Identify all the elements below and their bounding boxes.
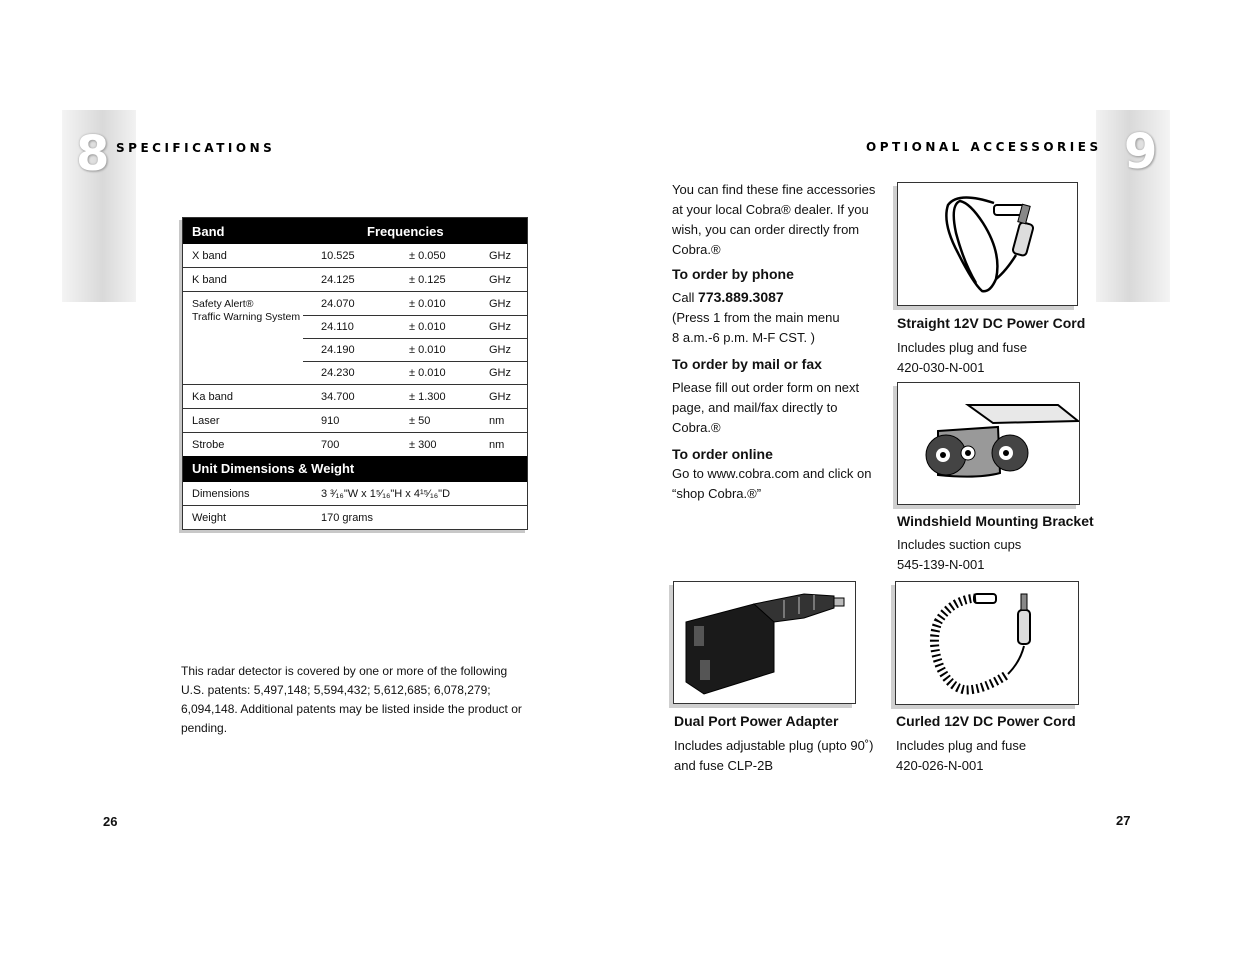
weight-value: 170 grams	[321, 512, 373, 524]
unit-cell: GHz	[489, 298, 511, 310]
dimensions-header-label: Unit Dimensions & Weight	[192, 461, 355, 476]
tolerance-cell: ± 1.300	[409, 391, 446, 403]
freq-cell: 10.525	[321, 250, 355, 262]
tolerance-cell: ± 0.125	[409, 274, 446, 286]
accessory-desc	[897, 535, 1021, 575]
phone-number: 773.889.3087	[698, 289, 784, 305]
unit-cell: GHz	[489, 321, 511, 333]
accessory-part-number: 420-026-N-001	[896, 758, 984, 773]
table-row	[183, 408, 527, 432]
freq-cell: 910	[321, 415, 340, 427]
table-row	[183, 291, 527, 323]
specifications-table	[182, 217, 528, 530]
tolerance-cell: ± 0.010	[409, 344, 446, 356]
unit-cell: nm	[489, 415, 505, 427]
table-row	[183, 482, 527, 505]
accessory-desc-line1: Includes plug and fuse	[896, 738, 1027, 753]
freq-cell: 24.230	[321, 367, 355, 379]
frequencies-header: Frequencies	[367, 224, 444, 239]
accessory-desc	[674, 736, 873, 776]
band-cell: Strobe	[192, 439, 225, 451]
dimensions-header	[183, 456, 527, 482]
chapter-number-left: 8	[76, 126, 110, 182]
table-row	[183, 338, 527, 361]
table-header	[183, 218, 527, 244]
unit-cell: GHz	[489, 344, 511, 356]
table-row	[183, 315, 527, 338]
dimensions-label: Dimensions	[192, 488, 250, 500]
accessory-part-number: and fuse CLP-2B	[674, 758, 774, 773]
accessory-desc-line1: Includes suction cups	[897, 537, 1022, 552]
accessory-part-number: 420-030-N-001	[897, 360, 985, 375]
accessory-part-number: 545-139-N-001	[897, 557, 985, 572]
table-row	[183, 361, 527, 384]
online-text-line2: “shop Cobra.®”	[672, 486, 762, 501]
band-cell: Ka band	[192, 391, 233, 403]
unit-cell: nm	[489, 439, 505, 451]
mail-heading: To order by mail or fax	[672, 356, 822, 372]
accessory-title: Straight 12V DC Power Cord	[897, 315, 1086, 331]
phone-note-line1: (Press 1 from the main menu	[672, 310, 840, 325]
freq-cell: 24.110	[321, 321, 354, 333]
unit-cell: GHz	[489, 250, 511, 262]
phone-note-line2: 8 a.m.-6 p.m. M-F CST. )	[672, 330, 816, 345]
tolerance-cell: ± 0.050	[409, 250, 446, 262]
accessory-desc-line1: Includes adjustable plug (upto 90˚)	[674, 738, 874, 753]
tolerance-cell: ± 50	[409, 415, 431, 427]
band-cell-line2: Traffic Warning System	[192, 311, 301, 323]
band-cell: Safety Alert®	[192, 298, 254, 310]
accessory-title: Windshield Mounting Bracket	[897, 513, 1094, 529]
band-header: Band	[192, 224, 225, 239]
chapter-number-right: 9	[1124, 124, 1158, 180]
tolerance-cell: ± 0.010	[409, 298, 446, 310]
straight-cord-image	[897, 182, 1078, 306]
table-row	[183, 244, 527, 267]
accessory-title: Dual Port Power Adapter	[674, 713, 839, 729]
band-cell: Laser	[192, 415, 220, 427]
tolerance-cell: ± 0.010	[409, 367, 446, 379]
online-heading: To order online	[672, 446, 773, 462]
table-row	[183, 267, 527, 291]
freq-cell: 24.190	[321, 344, 355, 356]
accessory-title: Curled 12V DC Power Cord	[896, 713, 1076, 729]
band-cell: X band	[192, 250, 227, 262]
unit-cell: GHz	[489, 274, 511, 286]
tolerance-cell: ± 0.010	[409, 321, 446, 333]
freq-cell: 700	[321, 439, 340, 451]
freq-cell: 24.070	[321, 298, 355, 310]
unit-cell: GHz	[489, 391, 511, 403]
table-row	[183, 384, 527, 408]
accessory-desc	[896, 736, 1026, 776]
accessory-desc	[897, 338, 1027, 378]
mail-text: Please fill out order form on next page, and mail/fax directly to Cobra.®	[672, 380, 860, 435]
bracket-image	[897, 382, 1080, 505]
section-title-accessories: OPTIONAL ACCESSORIES	[866, 140, 1102, 154]
dual-adapter-image	[673, 581, 856, 704]
page-number-left: 26	[103, 814, 118, 829]
straight-cord-icon	[898, 183, 1077, 305]
table-row	[183, 505, 527, 529]
curled-cord-icon	[896, 582, 1078, 704]
band-cell: K band	[192, 274, 227, 286]
intro-text: You can find these fine accessories at your local Cobra® dealer. If you wish, you can order directly from Cobra.®	[672, 182, 876, 257]
online-text-line1: Go to www.cobra.com and click on	[672, 466, 872, 481]
accessory-desc-line1: Includes plug and fuse	[897, 340, 1028, 355]
table-row	[183, 432, 527, 456]
dimensions-value: 3 ³⁄₁₆"W x 1⁵⁄₁₆"H x 4¹⁵⁄₁₆"D	[321, 488, 451, 500]
weight-label: Weight	[192, 512, 227, 524]
dual-adapter-icon	[674, 582, 855, 703]
curled-cord-image	[895, 581, 1079, 705]
phone-heading: To order by phone	[672, 266, 794, 282]
freq-cell: 34.700	[321, 391, 355, 403]
ordering-info	[672, 180, 877, 504]
bracket-icon	[898, 383, 1079, 504]
page-number-right: 27	[1116, 813, 1131, 828]
tolerance-cell: ± 300	[409, 439, 437, 451]
unit-cell: GHz	[489, 367, 511, 379]
patents-note: This radar detector is covered by one or more of the following U.S. patents: 5,497,148; 5,594,432; 5,612,685; 6,078,279; 6,094,148. Additional patents may be listed inside the product or pending.	[181, 664, 522, 735]
section-title-specifications: SPECIFICATIONS	[116, 141, 276, 155]
freq-cell: 24.125	[321, 274, 355, 286]
call-label: Call	[672, 290, 695, 305]
